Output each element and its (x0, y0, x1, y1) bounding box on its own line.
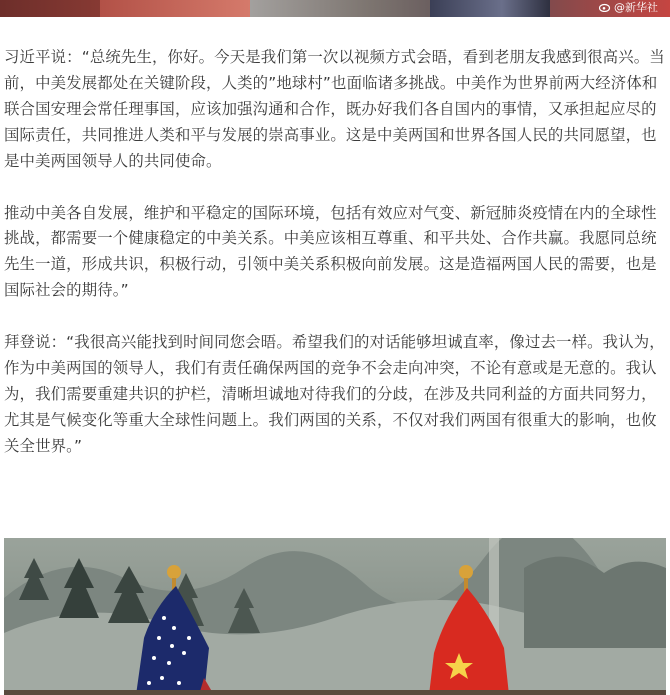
weibo-icon (599, 2, 611, 12)
paragraph-xi-remarks-continued: 推动中美各自发展，维护和平稳定的国际环境，包括有效应对气变、新冠肺炎疫情在内的全球性挑战，都需要一个健康稳定的中美关系。中美应该相互尊重、和平共处、合作共赢。我愿同总统先生一道，形成共识，积极行动，引领中美关系积极向前发展。这是造福两国人民的需要，也是国际社会的期待。” (4, 203, 657, 300)
paragraph-biden-remarks: 拜登说：“我很高兴能找到时间同您会晤。希望我们的对话能够坦诚直率，像过去一样。我认为，作为中美两国的领导人，我们有责任确保两国的竞争不会走向冲突，不论有意或是无意的。我认为，我们需要重建共识的护栏，清晰坦诚地对待我们的分歧，在涉及共同利益的方面共同努力，尤其是气候变化等重大全球性问题上。我们两国的关系，不仅对我们两国有很重大的影响，也攸关全世界。” (4, 333, 665, 455)
watermark-text: @新华社 (614, 0, 658, 14)
photo-dark-area (430, 0, 550, 17)
top-photo (0, 0, 670, 17)
article-body (4, 45, 666, 486)
paragraph-xi-remarks: 习近平说：“总统先生，你好。今天是我们第一次以视频方式会晤，看到老朋友我感到很高兴。当前，中美发展都处在关键阶段，人类的”地球村”也面临诸多挑战。中美作为世界前两大经济体和联合国安理会常任理事国，应该加强沟通和合作，既办好我们各自国内的事情，又承担起应尽的国际责任，共同推进人类和平与发展的崇高事业。这是中美两国和世界各国人民的共同愿望，也是中美两国领导人的共同使命。 (4, 48, 665, 170)
photo-red-band (100, 0, 250, 17)
meeting-photo-scene (4, 538, 666, 695)
meeting-photo (4, 538, 666, 695)
photo-watermark (599, 0, 658, 14)
